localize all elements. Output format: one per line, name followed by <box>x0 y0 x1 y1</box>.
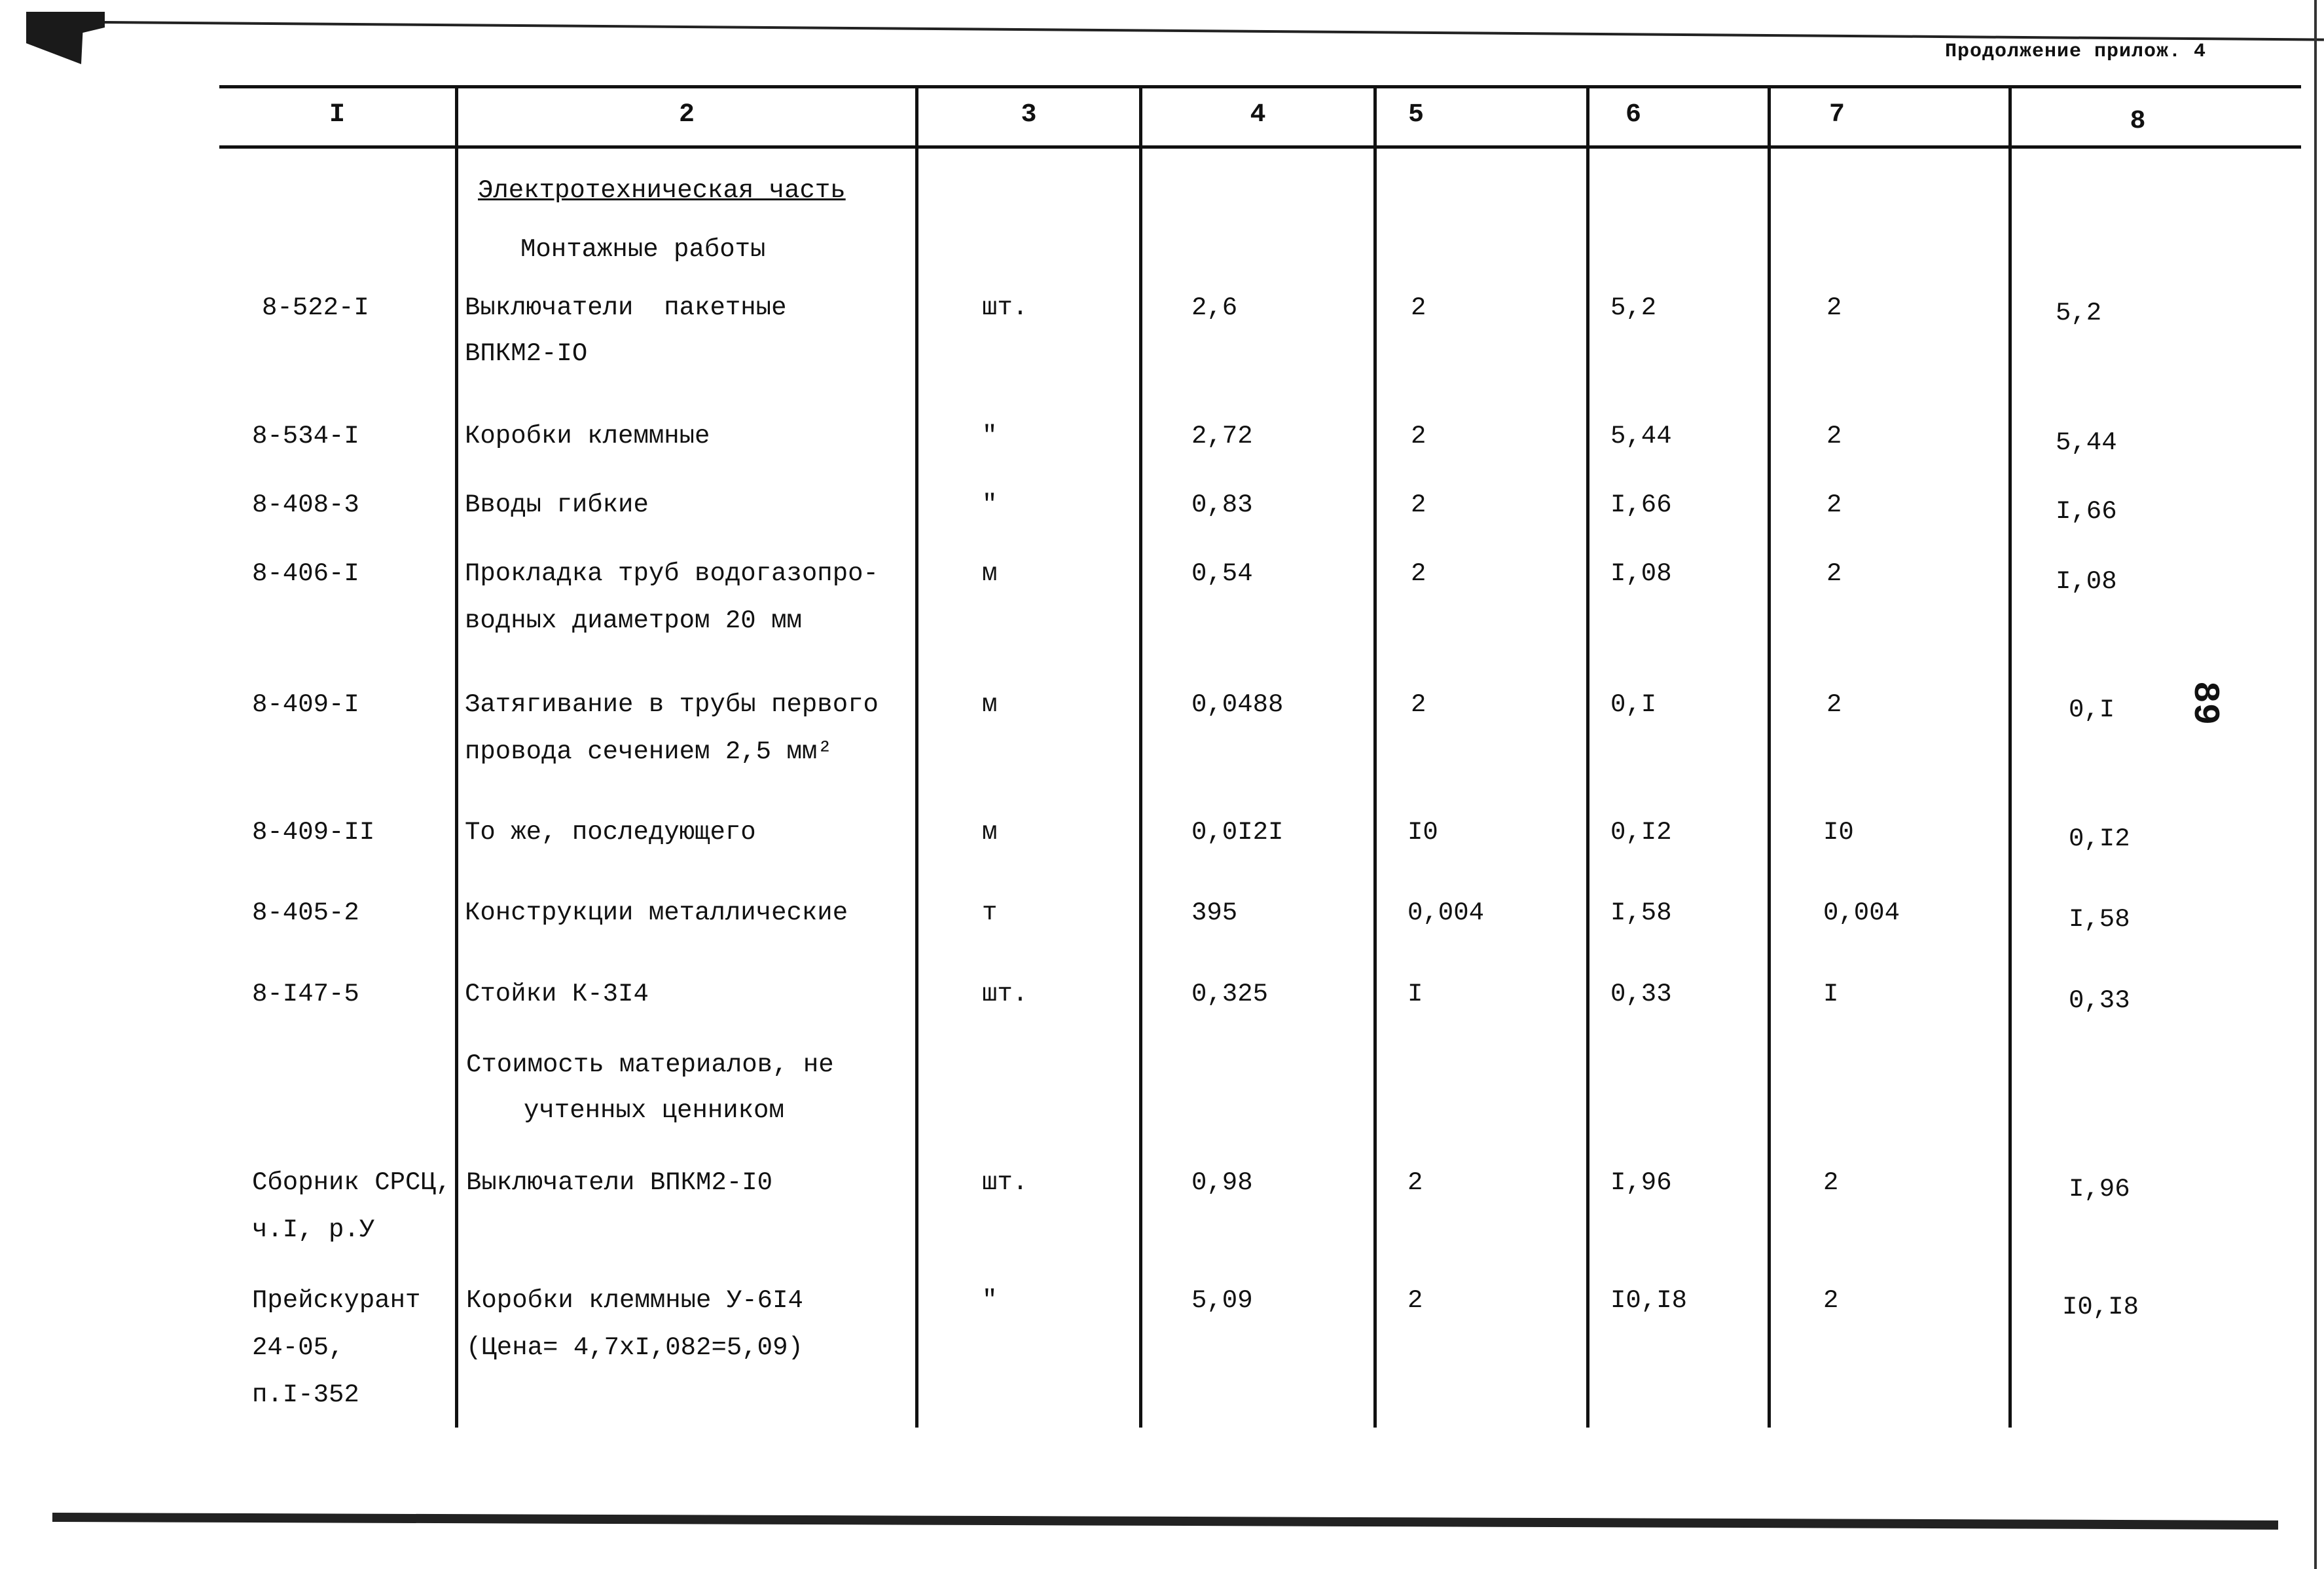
row-unit: шт. <box>982 1168 1028 1197</box>
row-col7: I <box>1823 980 1839 1008</box>
row-code-line: Прейскурант <box>252 1286 421 1315</box>
row-code-line: п.I-352 <box>252 1380 359 1409</box>
row-col5: 2 <box>1407 1168 1423 1197</box>
column-divider <box>1139 85 1142 1428</box>
row-name-line: То же, последующего <box>465 818 756 847</box>
row-col6: I0,I8 <box>1610 1286 1688 1315</box>
column-divider <box>1768 85 1771 1428</box>
row-col5: 2 <box>1411 690 1426 719</box>
row-code-line: Сборник СРСЦ, <box>252 1168 452 1197</box>
row-unit: шт. <box>982 980 1028 1008</box>
row-col7: 2 <box>1823 1168 1839 1197</box>
row-col5: 2 <box>1411 559 1426 588</box>
row-col7: 2 <box>1826 559 1842 588</box>
column-divider <box>1586 85 1589 1428</box>
row-unit: м <box>982 818 998 847</box>
right-edge-line <box>2314 0 2317 1569</box>
row-col4: 5,09 <box>1191 1286 1253 1315</box>
row-name-line: Коробки клеммные У-6I4 <box>466 1286 803 1315</box>
row-col6: I,08 <box>1610 559 1672 588</box>
row-col6: 5,44 <box>1610 422 1672 451</box>
row-col8: 0,33 <box>2069 986 2130 1015</box>
column-header: 5 <box>1407 100 1424 130</box>
row-col8: I,66 <box>2056 497 2117 526</box>
column-header: 3 <box>1021 100 1037 130</box>
row-name-line: Стойки К-3I4 <box>465 980 649 1008</box>
row-unit: т <box>982 898 998 927</box>
row-name-line: водных диаметром 20 мм <box>465 606 802 635</box>
column-header: 4 <box>1250 100 1266 130</box>
column-divider <box>455 85 458 1428</box>
row-code-line: 24-05, <box>252 1333 344 1362</box>
row-col5: 2 <box>1411 293 1426 322</box>
page-number: 89 <box>2184 681 2226 726</box>
row-name-line: провода сечением 2,5 мм² <box>465 737 833 766</box>
row-name-line: ВПКМ2-IO <box>465 339 588 368</box>
row-unit: шт. <box>982 293 1028 322</box>
row-col8: 5,44 <box>2056 428 2117 457</box>
row-code: 8-405-2 <box>252 898 359 927</box>
row-name-line: Коробки клеммные <box>465 422 710 451</box>
table-top-rule <box>219 85 2301 88</box>
row-unit: " <box>982 1286 998 1315</box>
column-header: 2 <box>678 100 695 130</box>
row-col7: 2 <box>1826 293 1842 322</box>
row-col7: I0 <box>1823 818 1854 847</box>
row-code-line: ч.I, р.У <box>252 1215 375 1244</box>
row-name-line: Вводы гибкие <box>465 490 649 519</box>
row-unit: " <box>982 422 998 451</box>
row-col4: 2,6 <box>1191 293 1238 322</box>
row-col7: 2 <box>1826 690 1842 719</box>
row-col4: 0,0488 <box>1191 690 1284 719</box>
section-title: Электротехническая часть <box>478 176 846 205</box>
row-col6: 0,I <box>1610 690 1657 719</box>
row-col8: I,58 <box>2069 905 2130 934</box>
row-col7: 2 <box>1826 422 1842 451</box>
row-name-line: Конструкции металлические <box>465 898 848 927</box>
row-code: 8-522-I <box>262 293 369 322</box>
row-col4: 0,54 <box>1191 559 1253 588</box>
column-divider <box>915 85 918 1428</box>
column-divider <box>2008 85 2012 1428</box>
row-col8: I0,I8 <box>2062 1293 2139 1321</box>
column-header: 8 <box>2130 107 2146 136</box>
header-note: Продолжение прилож. 4 <box>1944 41 2206 63</box>
row-col8: I,08 <box>2056 567 2117 596</box>
row-col4: 0,98 <box>1191 1168 1253 1197</box>
row-unit: м <box>982 690 998 719</box>
row-name-line: Прокладка труб водогазопро- <box>465 559 879 588</box>
row-col6: I,58 <box>1610 898 1672 927</box>
row-code: 8-408-3 <box>252 490 359 519</box>
row-name-line: Выключатели ВПКМ2-I0 <box>466 1168 773 1197</box>
column-header: 6 <box>1625 100 1641 130</box>
row-col4: 2,72 <box>1191 422 1253 451</box>
row-name-line: Выключатели пакетные <box>465 293 787 322</box>
row-col7: 0,004 <box>1823 898 1900 927</box>
row-col8: 0,I2 <box>2069 824 2130 853</box>
row-col5: 2 <box>1411 490 1426 519</box>
row-col5: 2 <box>1411 422 1426 451</box>
row-name-line: Затягивание в трубы первого <box>465 690 879 719</box>
bottom-edge-line <box>52 1513 2278 1530</box>
row-col7: 2 <box>1823 1286 1839 1315</box>
page-corner-mark <box>26 12 105 64</box>
row-col4: 0,325 <box>1191 980 1269 1008</box>
row-col5: I <box>1407 980 1423 1008</box>
row-col6: 5,2 <box>1610 293 1657 322</box>
row-col5: 2 <box>1407 1286 1423 1315</box>
row-code: 8-409-II <box>252 818 375 847</box>
row-col6: I,96 <box>1610 1168 1672 1197</box>
row-col7: 2 <box>1826 490 1842 519</box>
row-code: 8-406-I <box>252 559 359 588</box>
row-col4: 0,83 <box>1191 490 1253 519</box>
row-col8: I,96 <box>2069 1175 2130 1204</box>
row-col5: I0 <box>1407 818 1438 847</box>
top-edge-line <box>105 21 2324 41</box>
row-col4: 0,0I2I <box>1191 818 1284 847</box>
row-name-line: (Цена= 4,7хI,082=5,09) <box>466 1333 803 1362</box>
column-header: I <box>329 100 345 130</box>
materials-title: учтенных ценником <box>524 1096 784 1125</box>
column-divider <box>1373 85 1377 1428</box>
row-col8: 5,2 <box>2056 299 2102 327</box>
row-code: 8-534-I <box>252 422 359 451</box>
row-col5: 0,004 <box>1407 898 1485 927</box>
materials-title: Стоимость материалов, не <box>466 1050 834 1079</box>
column-header: 7 <box>1828 100 1845 130</box>
row-col6: 0,I2 <box>1610 818 1672 847</box>
row-unit: м <box>982 559 998 588</box>
row-unit: " <box>982 490 998 519</box>
row-col4: 395 <box>1191 898 1238 927</box>
row-col6: 0,33 <box>1610 980 1672 1008</box>
row-code: 8-I47-5 <box>252 980 359 1008</box>
row-col6: I,66 <box>1610 490 1672 519</box>
table-header-rule <box>219 145 2301 149</box>
row-code: 8-409-I <box>252 690 359 719</box>
subsection-title: Монтажные работы <box>520 235 766 264</box>
row-col8: 0,I <box>2069 695 2115 724</box>
